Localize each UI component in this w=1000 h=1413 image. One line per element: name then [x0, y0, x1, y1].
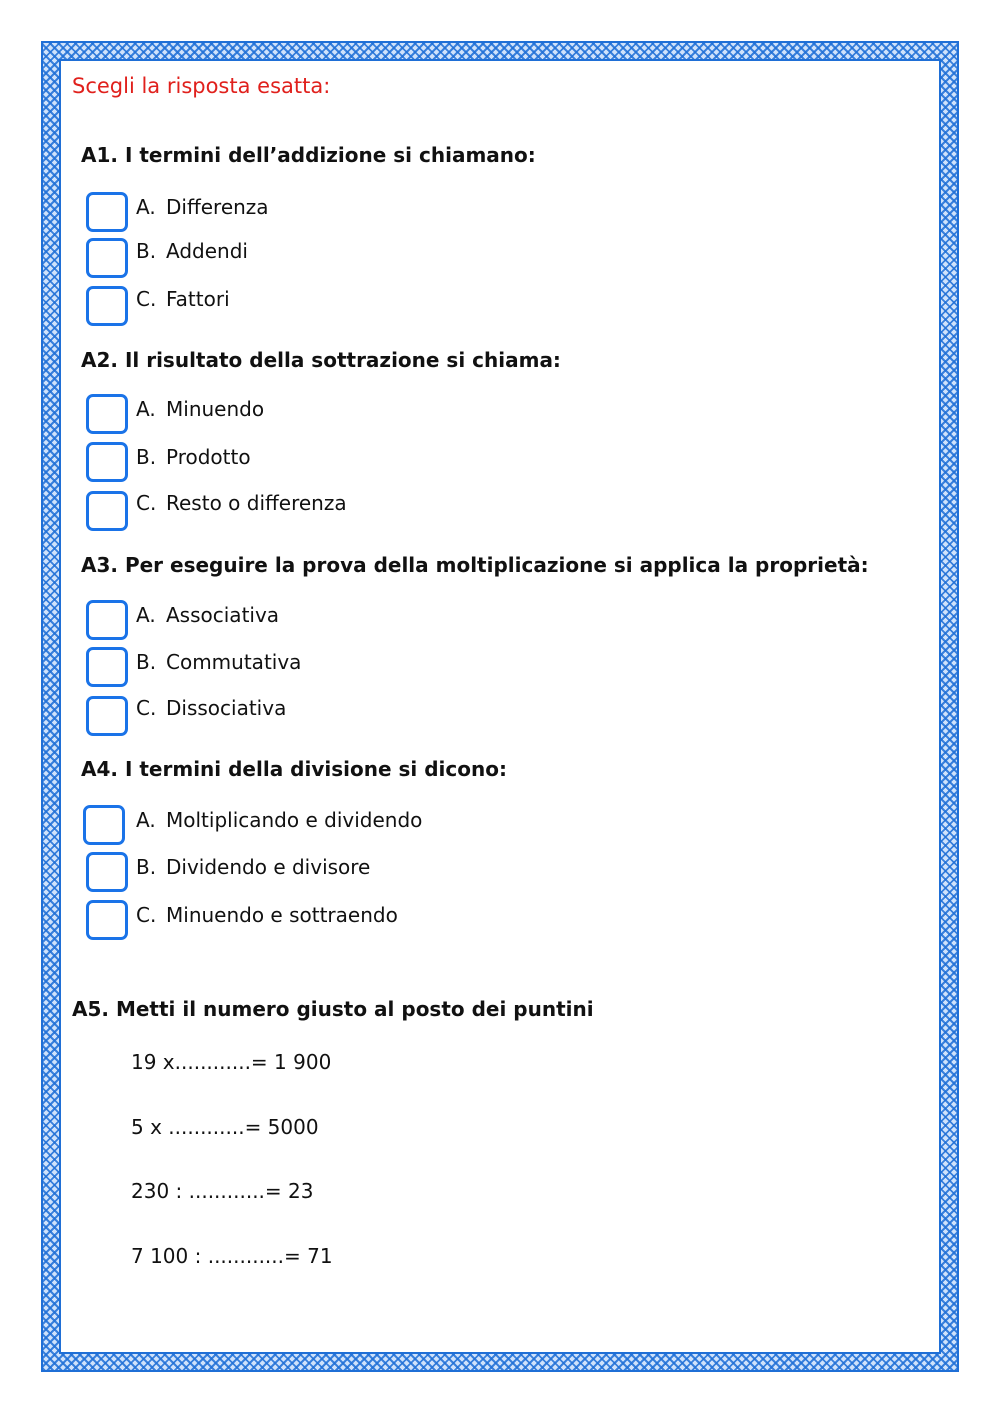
option-label: Addendi [166, 239, 248, 263]
option-letter: B. [136, 239, 157, 263]
checkbox[interactable] [86, 852, 128, 892]
option-a1-c[interactable] [86, 286, 606, 326]
option-a1-b[interactable] [86, 238, 606, 278]
option-a2-c[interactable] [86, 491, 606, 531]
option-letter: A. [136, 195, 156, 219]
question-a3-title: A3. Per eseguire la prova della moltiplicazione si applica la proprietà: [81, 553, 869, 577]
checkbox[interactable] [86, 238, 128, 278]
checkbox[interactable] [86, 696, 128, 736]
option-letter: A. [136, 397, 156, 421]
option-a3-b[interactable] [86, 647, 606, 687]
question-a4-title: A4. I termini della divisione si dicono: [81, 757, 507, 781]
option-label: Resto o differenza [166, 491, 347, 515]
checkbox[interactable] [86, 491, 128, 531]
option-a3-a[interactable] [86, 600, 606, 640]
option-label: Minuendo [166, 397, 265, 421]
option-a4-b[interactable] [86, 852, 606, 892]
option-letter: A. [136, 603, 156, 627]
checkbox[interactable] [86, 192, 128, 232]
option-label: Prodotto [166, 445, 251, 469]
fill-in-line[interactable]: 19 x............= 1 900 [131, 1050, 332, 1074]
option-label: Fattori [166, 287, 230, 311]
checkbox[interactable] [86, 600, 128, 640]
checkbox[interactable] [86, 647, 128, 687]
question-a1-title: A1. I termini dell’addizione si chiamano: [81, 143, 536, 167]
option-letter: A. [136, 808, 156, 832]
option-a3-c[interactable] [86, 696, 606, 736]
option-label: Minuendo e sottraendo [166, 903, 398, 927]
option-letter: B. [136, 855, 157, 879]
option-label: Dissociativa [166, 696, 287, 720]
question-a5-title: A5. Metti il numero giusto al posto dei puntini [72, 997, 594, 1021]
fill-in-line[interactable]: 7 100 : ............= 71 [131, 1244, 333, 1268]
option-letter: C. [136, 491, 157, 515]
checkbox[interactable] [86, 900, 128, 940]
option-label: Moltiplicando e dividendo [166, 808, 423, 832]
fill-in-line[interactable]: 5 x ............= 5000 [131, 1115, 319, 1139]
checkbox[interactable] [86, 286, 128, 326]
checkbox[interactable] [86, 442, 128, 482]
option-a4-c[interactable] [86, 900, 606, 940]
option-letter: C. [136, 696, 157, 720]
option-letter: B. [136, 650, 157, 674]
option-label: Commutativa [166, 650, 302, 674]
option-a4-a[interactable] [86, 805, 606, 845]
option-a1-a[interactable] [86, 192, 606, 232]
option-a2-a[interactable] [86, 394, 606, 434]
option-label: Differenza [166, 195, 269, 219]
question-a2-title: A2. Il risultato della sottrazione si chiama: [81, 348, 561, 372]
option-label: Dividendo e divisore [166, 855, 371, 879]
fill-in-line[interactable]: 230 : ............= 23 [131, 1179, 314, 1203]
instruction-text: Scegli la risposta esatta: [72, 74, 331, 98]
checkbox[interactable] [83, 805, 125, 845]
option-a2-b[interactable] [86, 442, 606, 482]
option-letter: C. [136, 903, 157, 927]
option-letter: C. [136, 287, 157, 311]
option-label: Associativa [166, 603, 280, 627]
option-letter: B. [136, 445, 157, 469]
checkbox[interactable] [86, 394, 128, 434]
